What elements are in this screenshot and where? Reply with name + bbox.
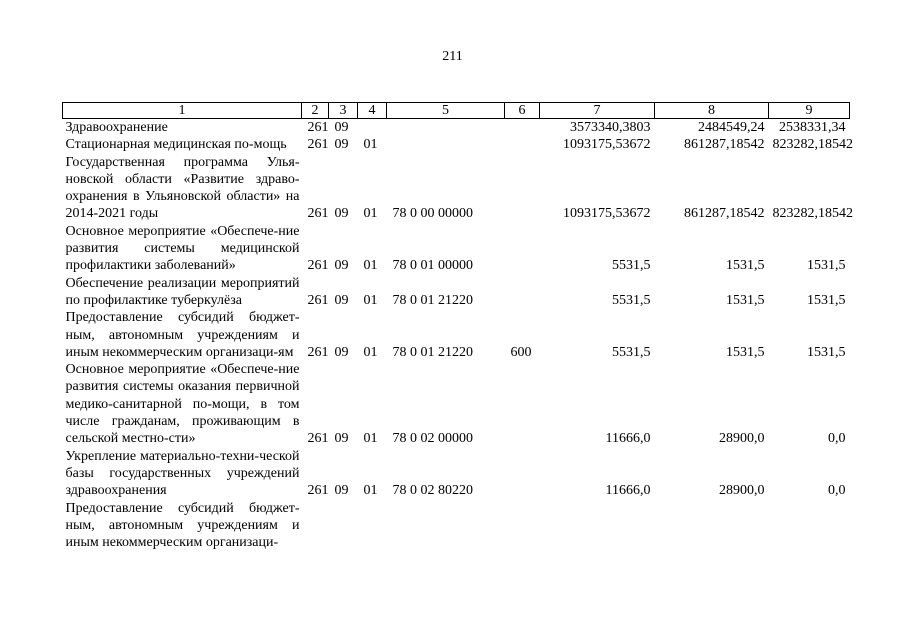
- row-target-article: [387, 500, 505, 552]
- row-amount-col8: 1531,5: [726, 258, 765, 274]
- row-expense-type: [505, 154, 540, 223]
- row-amount-col9: 823282,18542: [772, 206, 853, 222]
- row-name: Стационарная медицинская по-мощь: [65, 137, 287, 153]
- row-target-article: 78 0 00 00000: [392, 206, 473, 222]
- row-amount-col7: 5531,5: [612, 258, 651, 274]
- row-name: Предоставление субсидий бюджет-ным, автономным учреждениям и иным некоммерческим организаци-ям: [65, 310, 300, 360]
- table-body: [63, 119, 853, 552]
- row-amount-col9: 2538331,34: [779, 120, 846, 135]
- row-expense-type: [505, 119, 540, 137]
- table-row: [63, 275, 850, 310]
- row-admin-code: 261: [307, 344, 329, 360]
- row-amount-col7: 3573340,3803: [570, 120, 651, 135]
- row-admin-code: 261: [307, 258, 329, 274]
- header-row: [63, 103, 850, 119]
- row-name: Государственная программа Улья-новской области «Развитие здраво-охранения в Ульяновской области» на 2014-2021 годы: [65, 154, 300, 222]
- row-amount-col7: 5531,5: [612, 344, 651, 360]
- row-target-article: [387, 136, 505, 153]
- table-row: [63, 448, 850, 500]
- row-name: Укрепление материально-техни-ческой базы государственных учреждений здравоохранения: [65, 448, 300, 499]
- row-subsection-code: 01: [363, 431, 378, 447]
- row-amount-col9: 1531,5: [807, 344, 846, 360]
- row-amount-col7: [540, 500, 655, 552]
- row-amount-col7: 1093175,53672: [563, 137, 651, 153]
- row-amount-col8: 2484549,24: [698, 120, 765, 135]
- row-section-code: 09: [334, 344, 349, 360]
- row-admin-code: 261: [307, 483, 329, 499]
- row-amount-col7: 5531,5: [612, 292, 651, 308]
- row-admin-code: 261: [307, 120, 329, 135]
- row-section-code: [329, 500, 358, 552]
- row-section-code: 09: [334, 431, 349, 447]
- row-expense-type: 600: [510, 344, 532, 360]
- page-number: 211: [442, 49, 463, 64]
- table-row: [63, 223, 850, 275]
- row-amount-col9: 1531,5: [807, 292, 846, 308]
- row-name: Основное мероприятие «Обеспече-ние развития системы оказания первичной медико-санитарной по-мощи, в том числе гражданам, проживающим в сельской местно-сти»: [65, 362, 300, 447]
- row-subsection-code: 01: [363, 292, 378, 308]
- row-name: Обеспечение реализации мероприятий по профилактике туберкулёза: [65, 275, 300, 308]
- row-expense-type: [505, 448, 540, 500]
- row-amount-col8: 1531,5: [726, 344, 765, 360]
- table-row: [63, 154, 850, 223]
- row-expense-type: [505, 361, 540, 447]
- row-target-article: 78 0 01 00000: [392, 258, 473, 274]
- row-subsection-code: [358, 119, 387, 137]
- row-section-code: 09: [334, 120, 349, 135]
- row-amount-col9: [769, 500, 850, 552]
- column-header: 1: [63, 103, 302, 119]
- row-name: Здравоохранение: [65, 120, 168, 135]
- row-amount-col9: 823282,18542: [772, 137, 853, 153]
- row-target-article: [387, 119, 505, 137]
- row-admin-code: 261: [307, 206, 329, 222]
- row-expense-type: [505, 136, 540, 153]
- row-section-code: 09: [334, 258, 349, 274]
- row-admin-code: 261: [307, 431, 329, 447]
- row-subsection-code: [358, 500, 387, 552]
- table-row: [63, 309, 850, 361]
- row-admin-code: [302, 500, 329, 552]
- row-amount-col7: 11666,0: [605, 431, 651, 447]
- row-amount-col9: 0,0: [828, 431, 846, 447]
- row-section-code: 09: [334, 206, 349, 222]
- row-admin-code: 261: [307, 292, 329, 308]
- row-target-article: 78 0 01 21220: [392, 292, 473, 308]
- row-amount-col7: 1093175,53672: [563, 206, 651, 222]
- row-subsection-code: 01: [363, 137, 378, 153]
- row-expense-type: [505, 500, 540, 552]
- row-name: Предоставление субсидий бюджет-ным, автономным учреждениям и иным некоммерческим организаци-: [65, 500, 300, 551]
- row-expense-type: [505, 223, 540, 275]
- row-name: Основное мероприятие «Обеспече-ние развития системы медицинской профилактики заболеваний»: [65, 223, 300, 274]
- table-row: [63, 361, 850, 447]
- row-amount-col8: 28900,0: [719, 431, 765, 447]
- row-section-code: 09: [334, 292, 349, 308]
- row-amount-col7: 11666,0: [605, 483, 651, 499]
- row-subsection-code: 01: [363, 483, 378, 499]
- budget-table: [62, 102, 853, 551]
- column-header: 8: [655, 103, 769, 119]
- table-row: [63, 136, 850, 153]
- row-amount-col8: 1531,5: [726, 292, 765, 308]
- row-amount-col8: 861287,18542: [684, 206, 765, 222]
- row-expense-type: [505, 275, 540, 310]
- row-amount-col8: 28900,0: [719, 483, 765, 499]
- row-admin-code: 261: [307, 137, 329, 153]
- row-amount-col9: 1531,5: [807, 258, 846, 274]
- row-target-article: 78 0 02 00000: [392, 431, 473, 447]
- row-subsection-code: 01: [363, 258, 378, 274]
- row-target-article: 78 0 01 21220: [392, 344, 473, 360]
- row-target-article: 78 0 02 80220: [392, 483, 473, 499]
- row-amount-col8: [655, 500, 769, 552]
- column-header: 6: [505, 103, 540, 119]
- column-header: 7: [540, 103, 655, 119]
- column-header: 4: [358, 103, 387, 119]
- column-header: 5: [387, 103, 505, 119]
- table-row: [63, 500, 850, 552]
- column-header: 3: [329, 103, 358, 119]
- row-amount-col8: 861287,18542: [684, 137, 765, 153]
- row-section-code: 09: [334, 483, 349, 499]
- row-subsection-code: 01: [363, 344, 378, 360]
- table-row: [63, 119, 850, 137]
- row-amount-col9: 0,0: [828, 483, 846, 499]
- row-subsection-code: 01: [363, 206, 378, 222]
- column-header: 9: [769, 103, 850, 119]
- row-section-code: 09: [334, 137, 349, 153]
- column-header: 2: [302, 103, 329, 119]
